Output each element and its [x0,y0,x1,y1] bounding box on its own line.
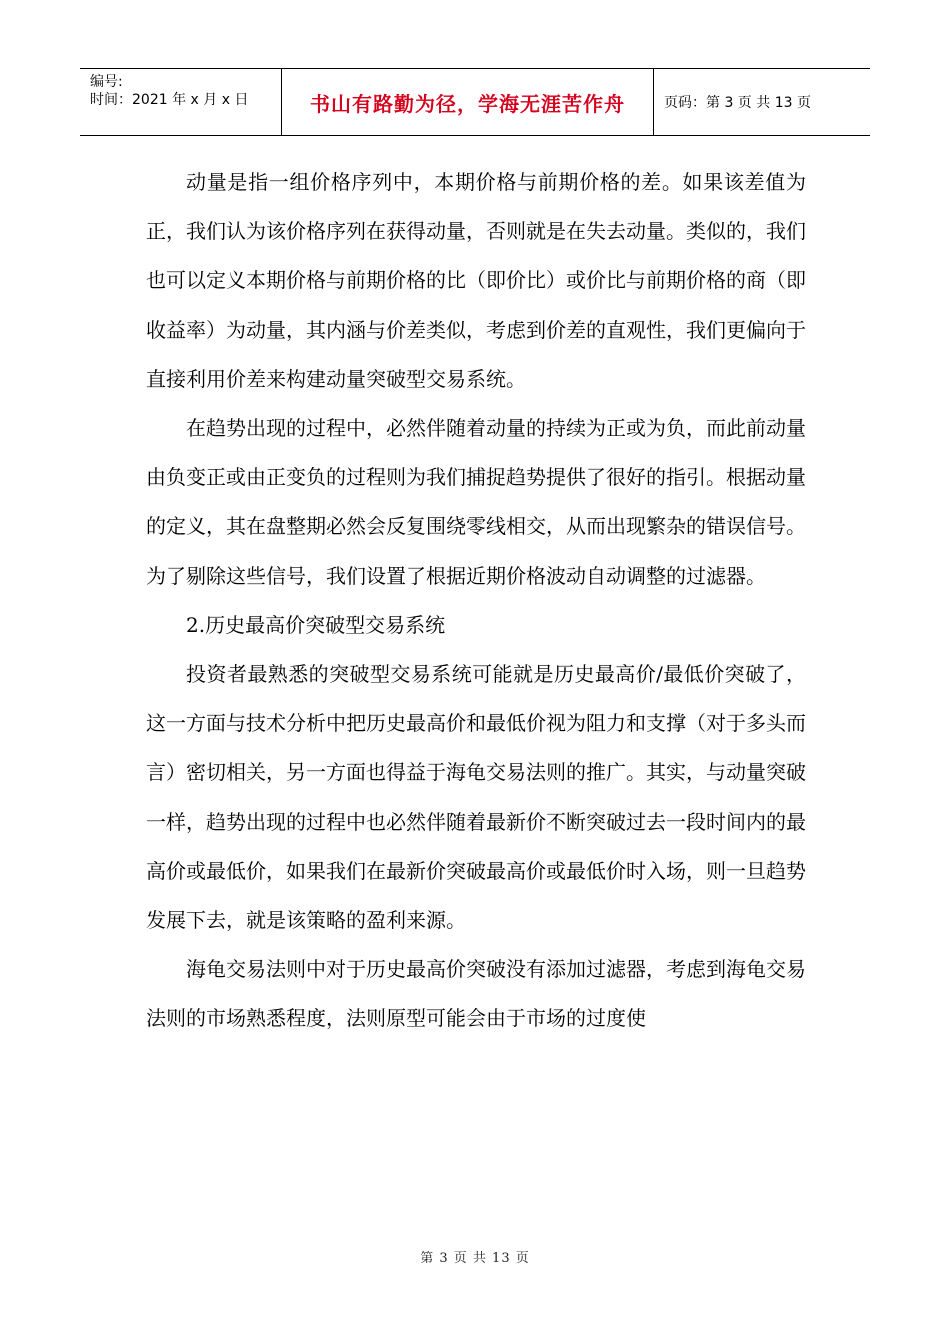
header-motto: 书山有路勤为径，学海无涯苦作舟 [282,69,654,135]
header-page-info: 页码：第 3 页 共 13 页 [664,95,811,111]
page-footer: 第 3 页 共 13 页 [420,1251,530,1266]
page-header [80,68,870,136]
body-paragraph: 在趋势出现的过程中，必然伴随着动量的持续为正或为负，而此前动量由负变正或由正变负的过程则为我们捕捉趋势提供了很好的指引。根据动量的定义，其在盘整期必然会反复围绕零线相交，从而出现繁杂的错误信号。为了剔除这些信号，我们设置了根据近期价格波动自动调整的过滤器。 [146,416,806,588]
document-number-label: 编号: [90,74,123,90]
body-paragraph: 动量是指一组价格序列中，本期价格与前期价格的差。如果该差值为正，我们认为该价格序列在获得动量，否则就是在失去动量。类似的，我们也可以定义本期价格与前期价格的比（即价比）或价比与前期价格的商（即收益率）为动量，其内涵与价差类似，考虑到价差的直观性，我们更偏向于直接利用价差来构建动量突破型交易系统。 [146,170,806,391]
document-body [146,158,806,1044]
section-heading: 2.历史最高价突破型交易系统 [186,612,446,637]
header-meta [80,69,282,135]
body-paragraph: 海龟交易法则中对于历史最高价突破没有添加过滤器，考虑到海龟交易法则的市场熟悉程度，法则原型可能会由于市场的过度使 [146,957,806,1031]
document-time-label: 时间：2021 年 x 月 x 日 [90,92,249,108]
body-paragraph: 投资者最熟悉的突破型交易系统可能就是历史最高价/最低价突破了，这一方面与技术分析中把历史最高价和最低价视为阻力和支撑（对于多头而言）密切相关，另一方面也得益于海龟交易法则的推广。其实，与动量突破一样，趋势出现的过程中也必然伴随着最新价不断突破过去一段时间内的最高价或最低价，如果我们在最新价突破最高价或最低价时入场，则一旦趋势发展下去，就是该策略的盈利来源。 [146,662,806,933]
